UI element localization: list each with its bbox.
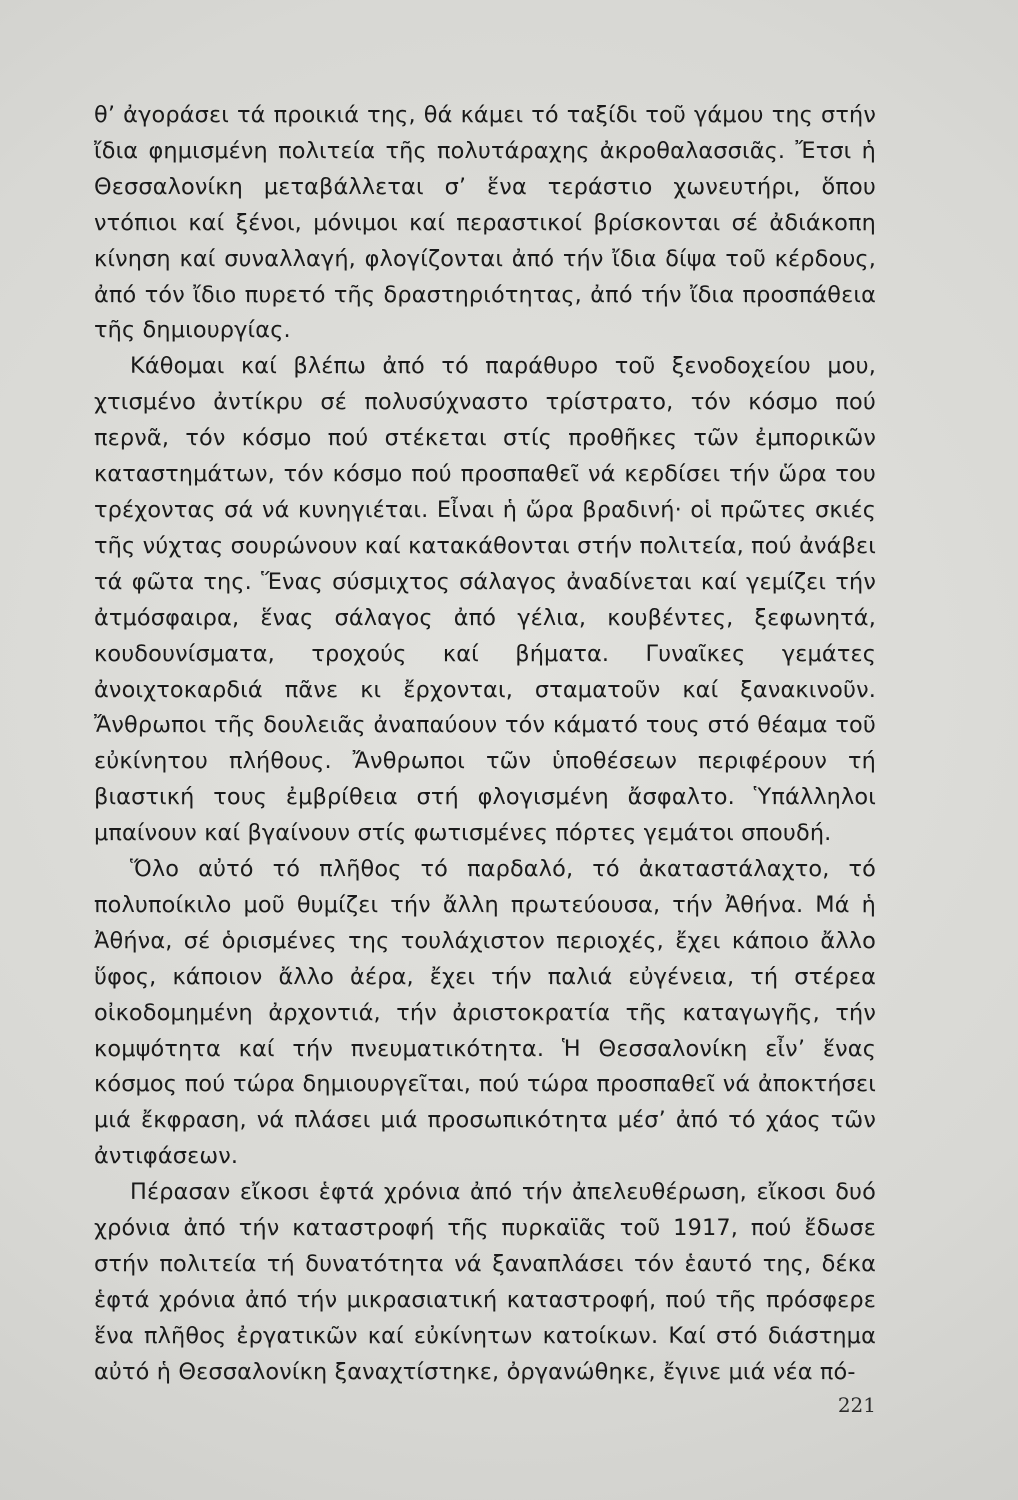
paragraph-years-since-liberation: Πέρασαν εἴκοσι ἑφτά χρόνια ἀπό τήν ἀπελευθέρωση, εἴκοσι δυό χρόνια ἀπό τήν καταστροφή τῆς πυρκαϊᾶς τοῦ 1917, πού ἔδωσε στήν πολιτεία τή δυνατότητα νά ξαναπλάσει τόν ἑαυτό της, δέκα ἑφτά χρόνια ἀπό τήν μικρασιατική καταστροφή, πού τῆς πρόσφερε ἕνα πλῆθος ἐργατικῶν καί εὐκίνητων κατοίκων. Καί στό διάστημα αὐτό ἡ Θεσσαλονίκη ξαναχτίστηκε, ὀργανώθηκε, ἔγινε μιά νέα πό- xyxy=(94,1179,876,1385)
paragraph-continuation: θ’ ἀγοράσει τά προικιά της, θά κάμει τό ταξίδι τοῦ γάμου της στήν ἴδια φημισμένη πολιτεία τῆς πολυτάραχης ἀκροθαλασσιᾶς. Ἔτσι ἡ Θεσσαλονίκη μεταβάλλεται σ’ ἕνα τεράστιο χωνευτήρι, ὅπου ντόπιοι καί ξένοι, μόνιμοι καί περαστικοί βρίσκονται σέ ἀδιάκοπη κίνηση καί συναλλαγή, φλογίζονται ἀπό τήν ἴδια δίψα τοῦ κέρδους, ἀπό τόν ἴδιο πυρετό τῆς δραστηριότητας, ἀπό τήν ἴδια προσπάθεια τῆς δημιουργίας. xyxy=(94,102,876,344)
paragraph-athens-comparison: Ὅλο αὐτό τό πλῆθος τό παρδαλό, τό ἀκαταστάλαχτο, τό πολυποίκιλο μοῦ θυμίζει τήν ἄλλη πρωτεύουσα, τήν Ἀθήνα. Μά ἡ Ἀθήνα, σέ ὁρισμένες της τουλάχιστον περιοχές, ἔχει κάποιο ἄλλο ὕφος, κάποιον ἄλλο ἀέρα, ἔχει τήν παλιά εὐγένεια, τή στέρεα οἰκοδομημένη ἀρχοντιά, τήν ἀριστοκρατία τῆς καταγωγῆς, τήν κομψότητα καί τήν πνευματικότητα. Ἡ Θεσσαλονίκη εἶν’ ἕνας κόσμος πού τώρα δημιουργεῖται, πού τώρα προσπαθεῖ νά ἀποκτήσει μιά ἔκφραση, νά πλάσει μιά προσωπικότητα μέσ’ ἀπό τό χάος τῶν ἀντιφάσεων. xyxy=(94,856,876,1170)
page-number: 221 xyxy=(837,1393,876,1417)
paragraph-window-view: Κάθομαι καί βλέπω ἀπό τό παράθυρο τοῦ ξενοδοχείου μου, χτισμένο ἀντίκρυ σέ πολυσύχναστο τρίστρατο, τόν κόσμο πού περνᾶ, τόν κόσμο πού στέκεται στίς προθῆκες τῶν ἐμπορικῶν καταστημάτων, τόν κόσμο πού προσπαθεῖ νά κερδίσει τήν ὥρα του τρέχοντας σά νά κυνηγιέται. Εἶναι ἡ ὥρα βραδινή· οἱ πρῶτες σκιές τῆς νύχτας σουρώνουν καί κατακάθονται στήν πολιτεία, πού ἀνάβει τά φῶτα της. Ἕνας σύσμιχτος σάλαγος ἀναδίνεται καί γεμίζει τήν ἀτμόσφαιρα, ἕνας σάλαγος ἀπό γέλια, κουβέντες, ξεφωνητά, κουδουνίσματα, τροχούς καί βήματα. Γυναῖκες γεμάτες ἀνοιχτοκαρδιά πᾶνε κι ἔρχονται, σταματοῦν καί ξανακινοῦν. Ἄνθρωποι τῆς δουλειᾶς ἀναπαύουν τόν κάματό τους στό θέαμα τοῦ εὐκίνητου πλήθους. Ἄνθρωποι τῶν ὑποθέσεων περιφέρουν τή βιαστική τους ἐμβρίθεια στή φλογισμένη ἄσφαλτο. Ὑπάλληλοι μπαίνουν καί βγαίνουν στίς φωτισμένες πόρτες γεμάτοι σπουδή. xyxy=(94,353,876,847)
body-text xyxy=(94,98,876,1391)
